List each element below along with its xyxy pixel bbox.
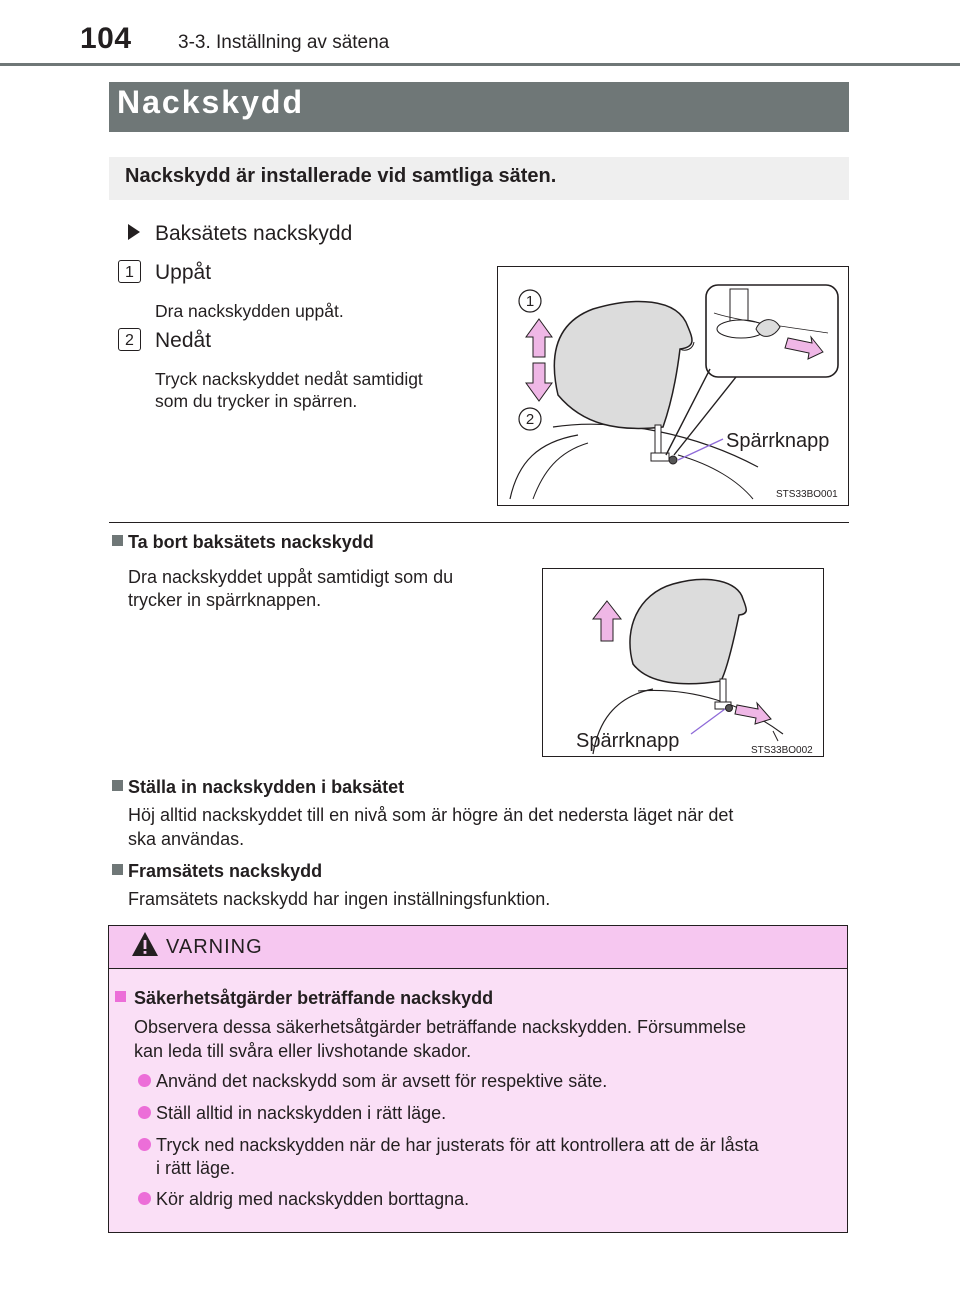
lock-button-label-1: Spärrknapp bbox=[726, 430, 830, 452]
warning-bullet: Ställ alltid in nackskydden i rätt läge. bbox=[156, 1103, 447, 1123]
headrest-adjust-figure bbox=[497, 266, 849, 506]
round-bullet-icon bbox=[138, 1192, 151, 1205]
adjust-line1: Höj alltid nackskyddet till en nivå som är högre än det nedersta läget när det bbox=[128, 805, 734, 825]
item-title-down: Nedåt bbox=[155, 329, 212, 352]
remove-desc-line2: trycker in spärrknappen. bbox=[128, 590, 322, 610]
warning-intro-line2: kan leda till svåra eller livshotande skador. bbox=[134, 1041, 472, 1061]
lock-button-label-2: Spärrknapp bbox=[576, 730, 680, 752]
page-number: 104 bbox=[80, 22, 132, 55]
item-desc-down-line2: som du trycker in spärren. bbox=[155, 391, 358, 411]
headrest-remove-figure bbox=[542, 568, 824, 757]
remove-heading: Ta bort baksätets nackskydd bbox=[128, 532, 374, 552]
item-title-up: Uppåt bbox=[155, 261, 212, 284]
warning-intro-line1: Observera dessa säkerhetsåtgärder beträffande nackskydden. Försummelse bbox=[134, 1017, 746, 1037]
round-bullet-icon bbox=[138, 1074, 151, 1087]
remove-desc-line1: Dra nackskyddet uppåt samtidigt som du bbox=[128, 567, 454, 587]
square-bullet-icon bbox=[112, 780, 123, 791]
section-title: 3-3. Inställning av sätena bbox=[178, 32, 390, 53]
rear-heading: Baksätets nackskydd bbox=[155, 222, 353, 245]
square-bullet-icon bbox=[115, 991, 126, 1002]
item-desc-down-line1: Tryck nackskyddet nedåt samtidigt bbox=[155, 369, 423, 389]
round-bullet-icon bbox=[138, 1138, 151, 1151]
item-desc-up: Dra nackskydden uppåt. bbox=[155, 301, 344, 321]
front-heading: Framsätets nackskydd bbox=[128, 861, 323, 881]
adjust-line2: ska användas. bbox=[128, 829, 245, 849]
figure-code-1: STS33BO001 bbox=[776, 489, 838, 500]
warning-triangle-icon bbox=[130, 930, 160, 958]
triangle-arrow-icon bbox=[128, 224, 140, 240]
warning-label: VARNING bbox=[166, 936, 263, 958]
figure-num-1: 1 bbox=[525, 293, 535, 310]
header-divider bbox=[0, 63, 960, 66]
adjust-heading: Ställa in nackskydden i baksätet bbox=[128, 777, 405, 797]
front-text: Framsätets nackskydd har ingen inställningsfunktion. bbox=[128, 889, 551, 909]
intro-text: Nackskydd är installerade vid samtliga säten. bbox=[125, 165, 557, 187]
page-title: Nackskydd bbox=[117, 84, 304, 120]
item-number-1: 1 bbox=[118, 260, 141, 283]
square-bullet-icon bbox=[112, 864, 123, 875]
warning-heading: Säkerhetsåtgärder beträffande nackskydd bbox=[134, 988, 494, 1008]
warning-bullet-continuation: i rätt läge. bbox=[156, 1158, 236, 1178]
headrest-adjust-illustration bbox=[498, 267, 848, 505]
warning-bullet: Använd det nackskydd som är avsett för respektive säte. bbox=[156, 1071, 608, 1091]
warning-bullet: Kör aldrig med nackskydden borttagna. bbox=[156, 1189, 470, 1209]
headrest-remove-illustration bbox=[543, 569, 823, 756]
warning-bullet: Tryck ned nackskydden när de har justerats för att kontrollera att de är låsta bbox=[156, 1135, 759, 1155]
round-bullet-icon bbox=[138, 1106, 151, 1119]
item-number-2: 2 bbox=[118, 328, 141, 351]
section-divider bbox=[109, 522, 849, 523]
figure-num-2: 2 bbox=[525, 411, 535, 428]
figure-code-2: STS33BO002 bbox=[751, 745, 813, 756]
square-bullet-icon bbox=[112, 535, 123, 546]
